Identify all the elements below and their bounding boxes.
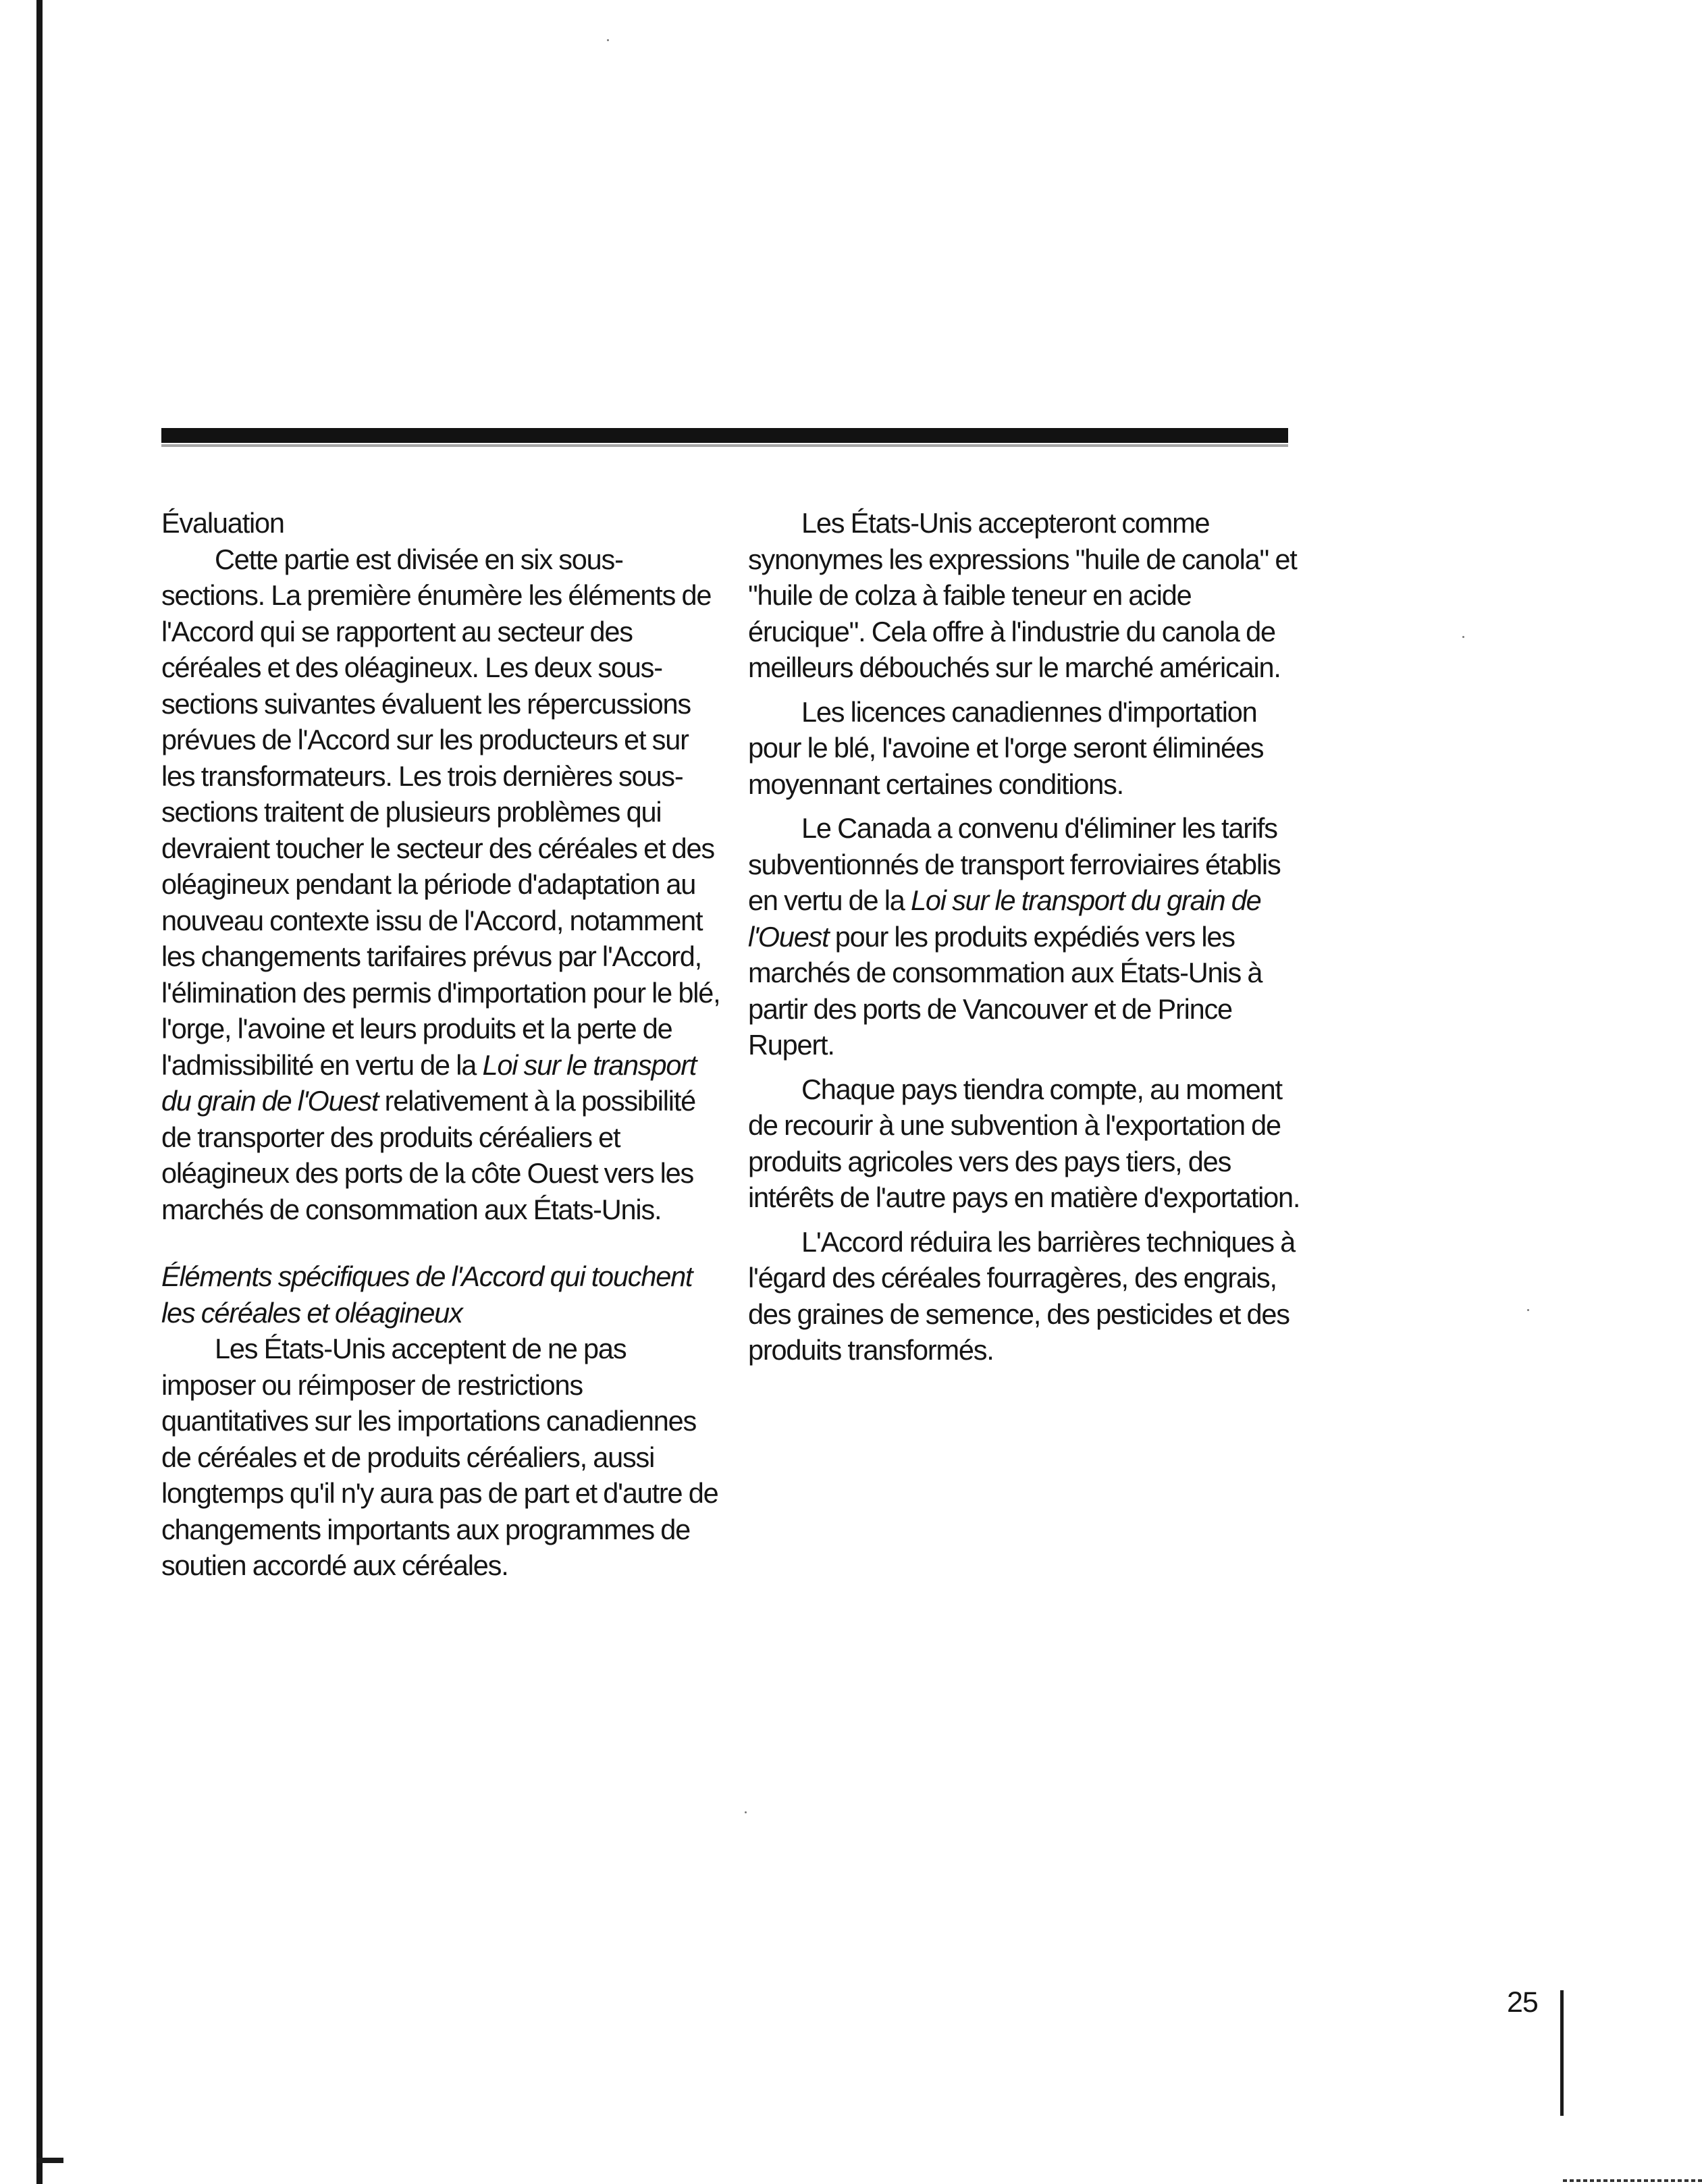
scan-speck [1462,636,1464,638]
law-title: Loi sur le transport du grain de l'Ouest [161,1048,697,1117]
scan-bottom-dash [1563,2179,1702,2182]
technical-barriers-paragraph: L'Accord réduira les barrières techniques à l'égard des céréales fourragères, des engrais, des graines de semence, des pesticides et des produits transformés. [748,1225,1296,1366]
left-column [161,505,722,1584]
canola-paragraph: Les États-Unis accepteront comme synonymes les expressions "huile de canola" et "huile de colza à faible teneur en acide érucique". Cela offre à l'industrie du canola de meilleurs débouchés sur le marché américain. [748,507,1297,683]
subsection-heading: Éléments spécifiques de l'Accord qui touchent les céréales et oléagineux [161,1260,693,1329]
scan-binding-edge [36,0,43,2184]
right-column [748,505,1306,1368]
law-title: Loi sur le transport du grain de l'Ouest [748,884,1261,953]
evaluation-paragraph-end: relativement à la possibilité de transporter des produits céréaliers et oléagineux des ports de la côte Ouest vers les marchés de consommation aux États-Unis. [161,1085,696,1225]
scan-binding-edge-foot [36,2158,63,2163]
transport-paragraph-text: Le Canada a convenu d'éliminer les tarifs subventionnés de transport ferroviaires établis en vertu de la [748,812,1281,916]
restrictions-paragraph: Les États-Unis acceptent de ne pas imposer ou réimposer de restrictions quantitatives sur les importations canadiennes de céréales et de produits céréaliers, aussi longtemps qu'il n'y aura pas de part et d'autre de changements importants aux programmes de soutien accordé aux céréales. [161,1333,718,1581]
section-rule [161,428,1288,443]
licences-paragraph: Les licences canadiennes d'importation pour le blé, l'avoine et l'orge seront éliminées moyennant certaines conditions. [748,695,1264,800]
scan-speck [607,39,609,41]
page-number: 25 [1507,1986,1538,2019]
export-subsidy-paragraph: Chaque pays tiendra compte, au moment de recourir à une subvention à l'exportation de produits agricoles vers des pays tiers, des intérêts de l'autre pays en matière d'exportation. [748,1073,1300,1213]
evaluation-paragraph-text: Cette partie est divisée en six sous-sections. La première énumère les éléments de l'Accord qui se rapportent au secteur des céréales et des oléagineux. Les deux sous-sections suivantes évaluent les répercussions prévues de l'Accord sur les producteurs et sur les transformateurs. Les trois dernières sous-sections traitent de plusieurs problèmes qui devraient toucher le secteur des céréales et des oléagineux pendant la période d'adaptation au nouveau contexte issu de l'Accord, notamment les changements tarifaires prévus par l'Accord, l'élimination des permis d'importation pour le blé, l'orge, l'avoine et leurs produits et la perte de l'admissibilité en vertu de la [161,543,720,1081]
transport-paragraph-end: pour les produits expédiés vers les marchés de consommation aux États-Unis à partir des ports de Vancouver et de Prince Rupert. [748,920,1262,1061]
section-heading: Évaluation [161,507,284,539]
evaluation-paragraph [161,541,722,1228]
transport-paragraph [748,810,1306,1063]
scan-speck [745,1811,747,1813]
scan-speck [1527,1309,1529,1311]
section-rule-shadow [161,444,1288,447]
page-number-bar [1560,1990,1564,2116]
